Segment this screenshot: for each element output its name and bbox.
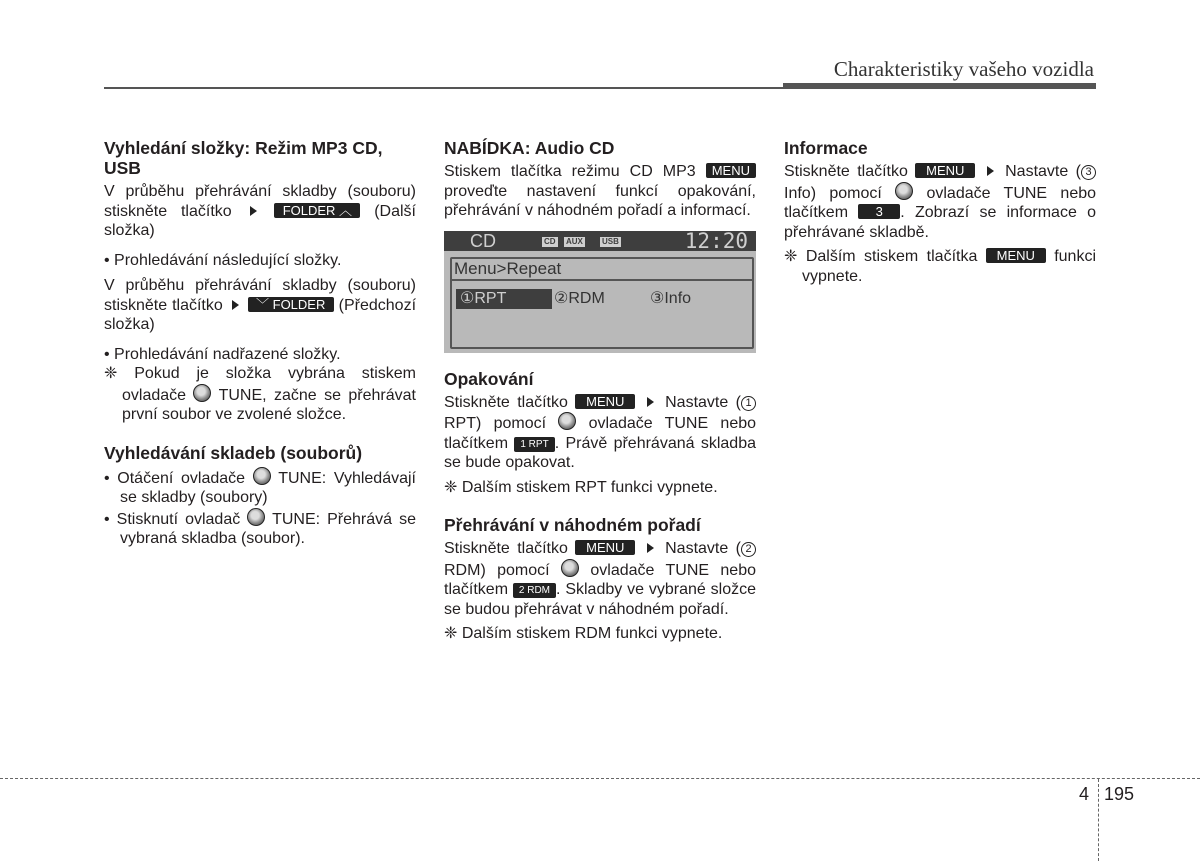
rpt-button: 1 RPT	[514, 437, 554, 452]
arrow-right-icon	[647, 397, 654, 407]
text: TUNE, začne se přehrávat první soubor ve zvolené složce.	[122, 386, 417, 423]
text: (Další složka)	[104, 202, 416, 239]
lcd-cd-icon: CD	[544, 236, 556, 246]
heading-folder-search: Vyhledání složky: Režim MP3 CD, USB	[104, 138, 383, 178]
tune-knob-icon	[561, 559, 579, 577]
arrow-right-icon	[250, 206, 257, 216]
paragraph-menu-intro	[444, 162, 756, 221]
bullet-press-tune	[104, 508, 416, 549]
text: RDM) pomocí	[444, 561, 550, 579]
lcd-item-rpt: ①RPT	[456, 289, 552, 309]
circled-two-icon: 2	[741, 542, 756, 557]
header-rule-accent	[783, 83, 1096, 89]
paragraph-repeat	[444, 393, 756, 473]
text: . Skladby ve vybrané složce se budou přehrávat v náhodném pořadí.	[444, 581, 756, 618]
bullet-rotate-tune	[104, 467, 416, 508]
footer-divider	[0, 778, 1200, 779]
tune-knob-icon	[895, 182, 913, 200]
note-folder-select	[104, 364, 416, 425]
text: TUNE: Vyhledávají se skladby (soubory)	[120, 469, 417, 506]
lcd-display	[444, 228, 756, 353]
lcd-separator	[450, 279, 754, 281]
note-repeat-off: ❈ Dalším stiskem RPT funkci vypnete.	[444, 478, 718, 496]
paragraph-info	[784, 162, 1096, 242]
menu-button: MENU	[575, 540, 635, 555]
arrow-right-icon	[987, 166, 994, 176]
text: Stiskněte tlačítko	[444, 393, 568, 411]
lcd-item-info: ③Info	[650, 289, 692, 307]
text: V průběhu přehrávání skladby (souboru) stiskněte tlačítko	[104, 277, 416, 314]
text: RPT) pomocí	[444, 415, 547, 432]
text: Nastavte (	[665, 540, 741, 557]
lcd-usb-icon: USB	[602, 236, 619, 246]
text: . Zobrazí se informace o přehrávané skladbě.	[784, 204, 1096, 241]
text: . Právě přehrávaná skladba se bude opakovat.	[444, 434, 756, 471]
folder-up-button: FOLDER ︿	[274, 203, 360, 218]
heading-track-search: Vyhledávání skladeb (souborů)	[104, 442, 363, 463]
chapter-number: 4	[1079, 784, 1090, 804]
rdm-button: 2 RDM	[513, 583, 556, 598]
menu-button: MENU	[915, 163, 975, 178]
menu-button: MENU	[706, 163, 756, 178]
text: ovladače TUNE nebo tlačítkem	[444, 415, 757, 452]
page-header-title: Charakteristiky vašeho vozidla	[833, 57, 1094, 81]
info-button: 3	[858, 204, 900, 219]
bullet-next-folder: • Prohledávání následující složky.	[104, 251, 342, 269]
menu-button: MENU	[575, 394, 635, 409]
lcd-clock: 12:20	[684, 228, 748, 253]
lcd-menu-title: Menu>Repeat	[454, 258, 562, 278]
heading-random: Přehrávání v náhodném pořadí	[444, 515, 701, 535]
bullet-parent-folder: • Prohledávání nadřazené složky.	[104, 345, 341, 363]
heading-repeat: Opakování	[444, 368, 534, 389]
circled-one-icon: 1	[741, 396, 756, 411]
menu-button: MENU	[986, 248, 1046, 263]
text: Nastavte (	[1005, 163, 1081, 180]
text: ovladače TUNE nebo tlačítkem	[784, 184, 1097, 221]
text: ovladače TUNE nebo tlačítkem	[444, 561, 756, 598]
text: Nastavte (	[665, 393, 741, 411]
column-left	[104, 138, 416, 549]
tune-knob-icon	[247, 508, 265, 526]
lcd-source-label: CD	[470, 230, 496, 251]
note-info-off	[784, 247, 1096, 286]
arrow-right-icon	[232, 300, 239, 310]
circled-three-icon: 3	[1081, 165, 1096, 180]
text: • Stisknutí ovladač	[104, 510, 241, 528]
text: Stiskněte tlačítko	[784, 163, 908, 180]
footer-vertical-divider	[1098, 779, 1099, 861]
lcd-item-rdm: ②RDM	[554, 289, 605, 307]
note-random-off: ❈ Dalším stiskem RDM funkci vypnete.	[444, 625, 723, 642]
text: ❈ Dalším stiskem tlačítka	[784, 248, 978, 265]
page-number: 195	[1104, 784, 1135, 804]
heading-menu-audio-cd: NABÍDKA: Audio CD	[444, 138, 615, 158]
text: proveďte nastavení funkcí opakování, přehrávání v náhodném pořadí a informací.	[444, 182, 756, 219]
text: Stiskem tlačítka režimu CD MP3	[444, 163, 696, 180]
arrow-right-icon	[647, 543, 654, 553]
text: funkci vypnete.	[802, 248, 1096, 285]
folder-down-button: ﹀ FOLDER	[248, 297, 334, 312]
lcd-aux-icon: AUX	[566, 236, 583, 246]
text: (Předchozí složka)	[104, 296, 417, 333]
text: • Otáčení ovladače	[104, 469, 246, 487]
tune-knob-icon	[253, 467, 271, 485]
tune-knob-icon	[558, 412, 576, 430]
paragraph-prev-folder	[104, 276, 416, 335]
text: TUNE: Přehrává se vybraná skladba (soubor).	[120, 510, 417, 547]
paragraph-next-folder	[104, 182, 416, 241]
column-right	[784, 138, 1096, 286]
text: Info) pomocí	[784, 184, 882, 202]
text: Stiskněte tlačítko	[444, 540, 568, 557]
column-middle	[444, 138, 756, 644]
text: V průběhu přehrávání skladby (souboru) stiskněte tlačítko	[104, 183, 416, 220]
text: ❈ Pokud je složka vybrána stiskem ovladače	[104, 365, 416, 404]
heading-info: Informace	[784, 138, 868, 158]
paragraph-random	[444, 539, 756, 619]
tune-knob-icon	[193, 384, 211, 402]
